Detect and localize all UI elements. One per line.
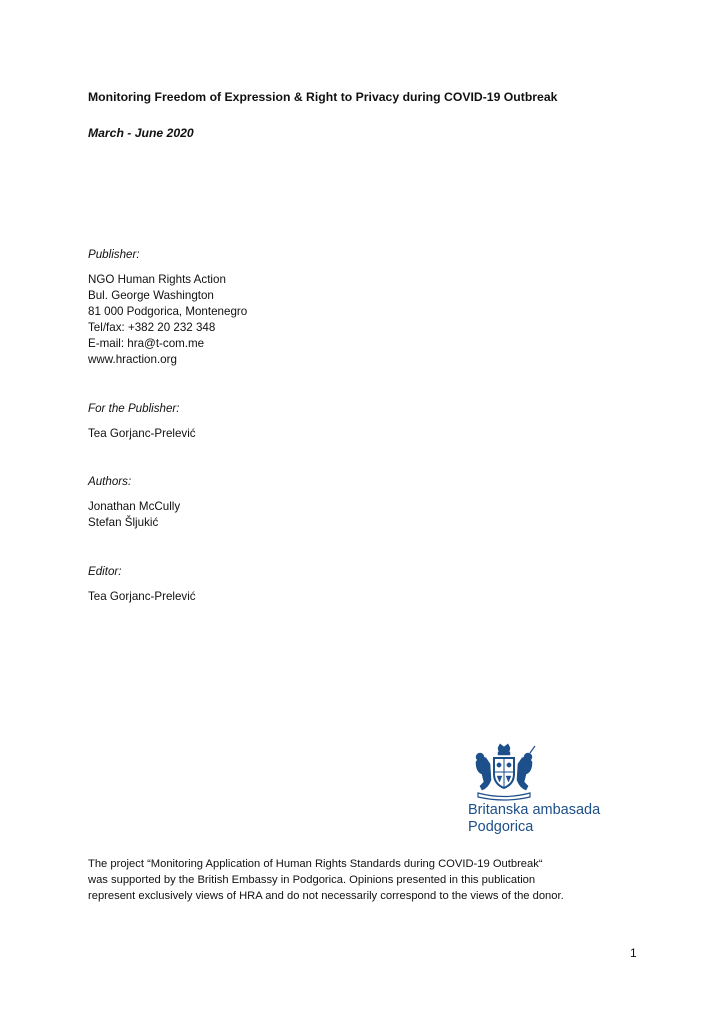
publisher-email: E-mail: hra@t-com.me: [88, 337, 205, 350]
publisher-section: [88, 247, 247, 368]
editor-name: Tea Gorjanc-Prelević: [88, 590, 196, 603]
funding-note-line: was supported by the British Embassy in Podgorica. Opinions presented in this publication: [88, 874, 536, 886]
authors-label: Authors:: [88, 475, 132, 488]
for-publisher-label: For the Publisher:: [88, 402, 180, 415]
funding-note-line: represent exclusively views of HRA and do not necessarily correspond to the views of the donor.: [88, 890, 564, 902]
publisher-label: Publisher:: [88, 248, 140, 261]
publisher-line: 81 000 Podgorica, Montenegro: [88, 305, 248, 318]
for-publisher-section: [88, 401, 196, 442]
funding-note-line: The project “Monitoring Application of Human Rights Standards during COVID-19 Outbreak“: [88, 858, 543, 870]
page-number: 1: [630, 946, 637, 960]
embassy-logo-text: [468, 802, 600, 836]
royal-coat-of-arms-icon: [466, 742, 542, 802]
publisher-line: Bul. George Washington: [88, 289, 214, 302]
publisher-line: NGO Human Rights Action: [88, 273, 226, 286]
document-period: March - June 2020: [88, 126, 194, 140]
publisher-website: www.hraction.org: [88, 353, 177, 366]
embassy-name-line1: Britanska ambasada: [468, 802, 601, 818]
publisher-line: Tel/fax: +382 20 232 348: [88, 321, 216, 334]
author-name: Stefan Šljukić: [88, 516, 159, 529]
editor-label: Editor:: [88, 565, 122, 578]
funding-note: [88, 856, 564, 904]
embassy-name-line2: Podgorica: [468, 819, 534, 835]
author-name: Jonathan McCully: [88, 500, 181, 513]
editor-section: [88, 564, 196, 605]
authors-section: [88, 474, 180, 531]
for-publisher-name: Tea Gorjanc-Prelević: [88, 427, 196, 440]
document-title: Monitoring Freedom of Expression & Right to Privacy during COVID-19 Outbreak: [88, 90, 558, 104]
